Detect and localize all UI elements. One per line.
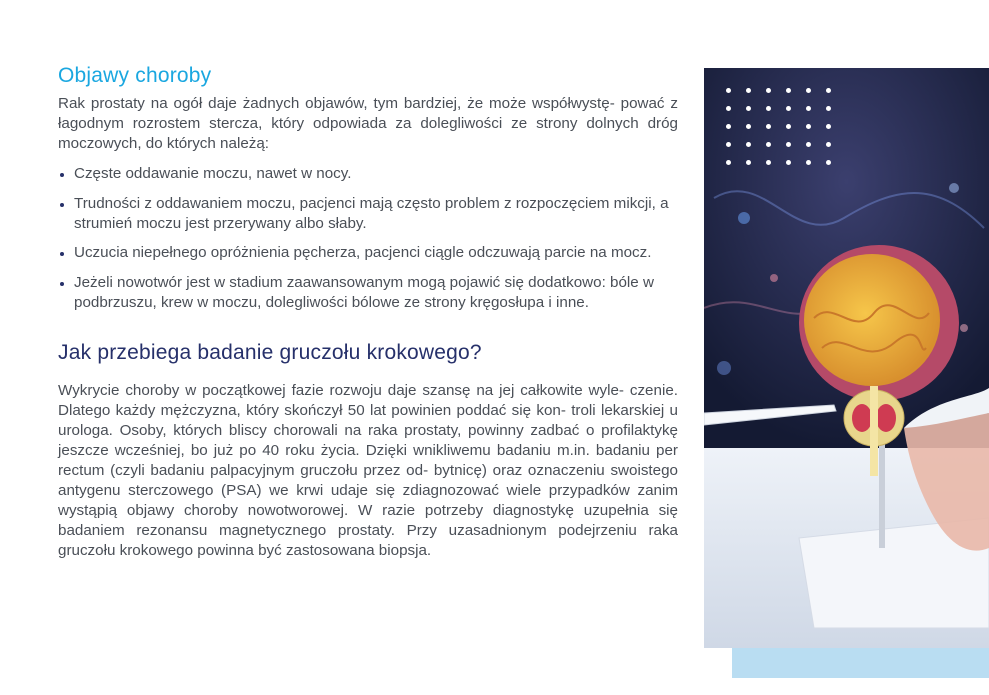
bullet-dot-icon (60, 252, 64, 256)
list-item: Uczucia niepełnego opróżnienia pęcherza, pacjenci ciągle odczuwają parcie na mocz. (58, 243, 678, 263)
section-title-symptoms: Objawy choroby (58, 64, 212, 87)
symptoms-list (58, 164, 678, 313)
bullet-dot-icon (60, 173, 64, 177)
symptoms-intro: Rak prostaty na ogół daje żadnych objawów, tym bardziej, że może współwystę- pować z łagodnym rozrostem stercza, który odpowiada za dolegliwości ze strony dolnych dróg moczowych, do których należą: (58, 95, 678, 152)
examination-body: Wykrycie choroby w początkowej fazie rozwoju daje szansę na jej całkowite wyle- czenie. Dlatego każdy mężczyzna, który skończył 50 lat powinien poddać się kon- troli lekarskiej u urologa. Osoby, których bliscy chorowali na raka prostaty, powinny zadbać o profilaktykę jeszcze wcześniej, bo już po 40 roku życia. Dzięki wnikliwemu badaniu m.in. badaniu per rectum (czyli badaniu palpacyjnym gruczołu przez od- bytnicę) oraz oznaczeniu swoistego antygenu sterczowego (PSA) we krwi udaje się zdiagnozować wiele przypadków zanim wystąpią objawy choroby nowotworowej. W razie potrzeby diagnostykę uzupełnia się badaniem rezonansu magnetycznego prostaty. Przy uzasadnionym podejrzeniu raka gruczołu krokowego powinna być zastosowana biopsja. (58, 381, 678, 559)
list-item: Trudności z oddawaniem moczu, pacjenci mają często problem z rozpoczęciem mikcji, a strumień moczu jest przerywany albo słaby. (58, 194, 678, 234)
list-item: Częste oddawanie moczu, nawet w nocy. (58, 164, 678, 184)
article (58, 62, 678, 561)
decorative-dot-grid (726, 88, 836, 168)
illustration (704, 68, 989, 695)
section-title-examination: Jak przebiega badanie gruczołu krokowego? (58, 340, 482, 364)
anatomical-model-photo (704, 68, 989, 648)
bullet-dot-icon (60, 203, 64, 207)
bullet-dot-icon (60, 282, 64, 286)
list-item: Jeżeli nowotwór jest w stadium zaawansowanym mogą pojawić się dodatkowo: bóle w podbrzuszu, krew w moczu, dolegliwości bólowe ze strony kręgosłupa i inne. (58, 273, 678, 313)
